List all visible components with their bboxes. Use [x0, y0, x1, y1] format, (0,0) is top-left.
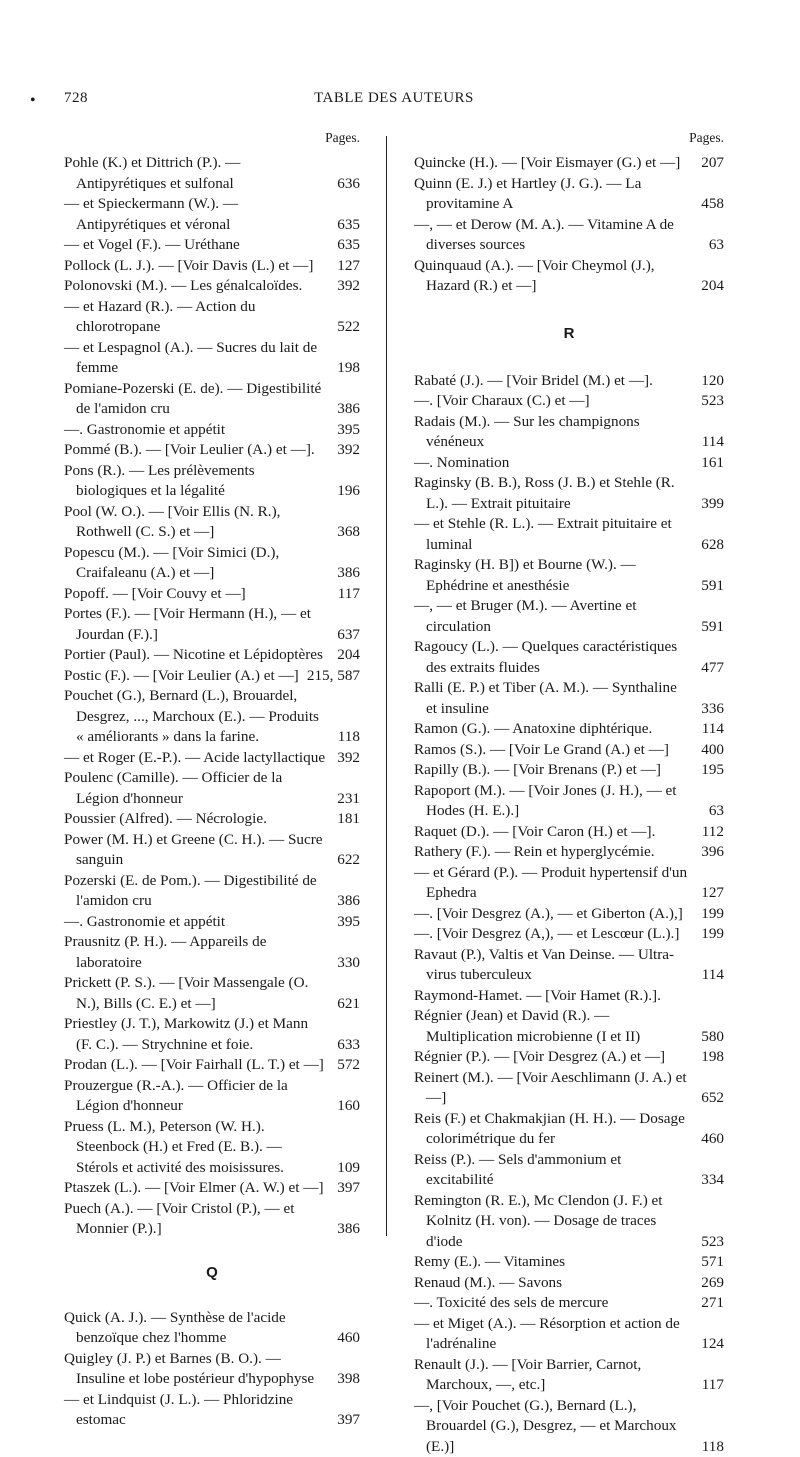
- index-entry: [64, 420, 360, 441]
- entry-text: Puech (A.). — [Voir Cristol (P.), — et Monnier (P.).]: [64, 1199, 326, 1240]
- entry-page-number: 114: [702, 719, 724, 740]
- entry-text: Ralli (E. P.) et Tiber (A. M.). — Synthaline et insuline: [414, 678, 690, 719]
- index-entry: [414, 822, 724, 843]
- entry-page-number: 120: [701, 371, 724, 392]
- entry-text: —. Toxicité des sels de mercure: [414, 1293, 690, 1314]
- entry-page-number: 392: [337, 276, 360, 297]
- index-entry: [414, 842, 724, 863]
- entry-text: —. Nomination: [414, 453, 690, 474]
- index-entry: [414, 256, 724, 297]
- entry-page-number: 458: [701, 194, 724, 215]
- entry-page-number: 231: [337, 789, 360, 810]
- entry-text: — et Gérard (P.). — Produit hypertensif d'un Ephedra: [414, 863, 690, 904]
- index-entry: [414, 1006, 724, 1047]
- index-entry: [64, 768, 360, 809]
- entry-page-number: 114: [702, 432, 724, 453]
- index-entry: [414, 1047, 724, 1068]
- entry-text: Prickett (P. S.). — [Voir Massengale (O. N.), Bills (C. E.) et —]: [64, 973, 326, 1014]
- entry-page-number: 117: [338, 584, 360, 605]
- index-entry: [414, 678, 724, 719]
- entry-text: Quincke (H.). — [Voir Eismayer (G.) et —]: [414, 153, 690, 174]
- entry-text: Power (M. H.) et Greene (C. H.). — Sucre sanguin: [64, 830, 326, 871]
- entry-text: Raquet (D.). — [Voir Caron (H.) et —].: [414, 822, 690, 843]
- index-entry: [64, 1390, 360, 1431]
- entry-page-number: 112: [702, 822, 724, 843]
- entry-text: Pommé (B.). — [Voir Leulier (A.) et —].: [64, 440, 326, 461]
- entry-text: Ravaut (P.), Valtis et Van Deinse. — Ultra-virus tuberculeux: [414, 945, 690, 986]
- entry-text: Pouchet (G.), Bernard (L.), Brouardel, Desgrez, ..., Marchoux (E.). — Produits « améliorants » dans la farine.: [64, 686, 326, 748]
- index-entry: [414, 153, 724, 174]
- entry-page-number: 460: [701, 1129, 724, 1150]
- pages-label: Pages.: [414, 128, 724, 148]
- index-entry: [64, 543, 360, 584]
- entry-text: Renault (J.). — [Voir Barrier, Carnot, Marchoux, —, etc.]: [414, 1355, 690, 1396]
- index-entry: [414, 215, 724, 256]
- index-entry: [64, 1178, 360, 1199]
- entry-page-number: 118: [702, 1437, 724, 1457]
- index-entry: [414, 371, 724, 392]
- left-column: [64, 128, 360, 1431]
- entry-page-number: 334: [701, 1170, 724, 1191]
- index-entry: [64, 748, 360, 769]
- entry-page-number: 477: [701, 658, 724, 679]
- index-entry: [414, 781, 724, 822]
- index-entry: [64, 1117, 360, 1179]
- entry-page-number: 621: [337, 994, 360, 1015]
- entry-text: Quinn (E. J.) et Hartley (J. G.). — La provitamine A: [414, 174, 690, 215]
- index-entry: [414, 740, 724, 761]
- entry-text: Régnier (P.). — [Voir Desgrez (A.) et —]: [414, 1047, 690, 1068]
- entry-text: Pool (W. O.). — [Voir Ellis (N. R.), Rothwell (C. S.) et —]: [64, 502, 326, 543]
- index-entry: [414, 412, 724, 453]
- index-entry: [64, 1308, 360, 1349]
- entry-text: Portes (F.). — [Voir Hermann (H.), — et Jourdan (F.).]: [64, 604, 326, 645]
- entry-page-number: 160: [337, 1096, 360, 1117]
- entry-text: — et Lindquist (J. L.). — Phloridzine estomac: [64, 1390, 326, 1431]
- index-entry: [414, 1068, 724, 1109]
- entry-page-number: 330: [337, 953, 360, 974]
- entry-text: Postic (F.). — [Voir Leulier (A.) et —]: [64, 666, 326, 687]
- entry-page-number: 204: [337, 645, 360, 666]
- entry-page-number: 399: [701, 494, 724, 515]
- entry-text: Pollock (L. J.). — [Voir Davis (L.) et —]: [64, 256, 326, 277]
- entry-page-number: 395: [337, 912, 360, 933]
- entry-text: Renaud (M.). — Savons: [414, 1273, 690, 1294]
- index-entry: [414, 1355, 724, 1396]
- index-entry: [64, 809, 360, 830]
- entry-page-number: 124: [701, 1334, 724, 1355]
- entry-text: —. Gastronomie et appétit: [64, 420, 326, 441]
- index-entry: [64, 932, 360, 973]
- entry-text: Quinquaud (A.). — [Voir Cheymol (J.), Hazard (R.) et —]: [414, 256, 690, 297]
- entry-text: Quigley (J. P.) et Barnes (B. O.). — Insuline et lobe postérieur d'hypophyse: [64, 1349, 326, 1390]
- entry-text: Remington (R. E.), Mc Clendon (J. F.) et Kolnitz (H. von). — Dosage de traces d'iode: [414, 1191, 690, 1253]
- entry-text: —. Gastronomie et appétit: [64, 912, 326, 933]
- index-entry: [64, 686, 360, 748]
- entry-text: Rabaté (J.). — [Voir Bridel (M.) et —].: [414, 371, 690, 392]
- entry-page-number: 397: [337, 1178, 360, 1199]
- entry-page-number: 652: [701, 1088, 724, 1109]
- index-entry: [64, 153, 360, 194]
- entry-text: —. [Voir Charaux (C.) et —]: [414, 391, 690, 412]
- entry-text: Popoff. — [Voir Couvy et —]: [64, 584, 326, 605]
- entry-page-number: 198: [701, 1047, 724, 1068]
- index-entry: [414, 863, 724, 904]
- entry-text: —, — et Bruger (M.). — Avertine et circulation: [414, 596, 690, 637]
- entry-text: Raginsky (B. B.), Ross (J. B.) et Stehle (R. L.). — Extrait pituitaire: [414, 473, 690, 514]
- entry-page-number: 127: [701, 883, 724, 904]
- entry-text: Rapoport (M.). — [Voir Jones (J. H.), — et Hodes (H. E.).]: [414, 781, 690, 822]
- index-entry: [414, 986, 724, 1007]
- entry-text: —, [Voir Pouchet (G.), Bernard (L.), Brouardel (G.), Desgrez, — et Marchoux (E.)]: [414, 1396, 690, 1457]
- entry-text: Ramos (S.). — [Voir Le Grand (A.) et —]: [414, 740, 690, 761]
- index-entry: [64, 584, 360, 605]
- entry-text: Poulenc (Camille). — Officier de la Légion d'honneur: [64, 768, 326, 809]
- index-entry: [64, 297, 360, 338]
- index-entry: [414, 1273, 724, 1294]
- entry-text: Ragoucy (L.). — Quelques caractéristiques des extraits fluides: [414, 637, 690, 678]
- entry-page-number: 637: [337, 625, 360, 646]
- entry-text: Reinert (M.). — [Voir Aeschlimann (J. A.) et —]: [414, 1068, 690, 1109]
- running-title: TABLE DES AUTEURS: [64, 90, 724, 107]
- index-entry: [414, 596, 724, 637]
- entry-page-number: 622: [337, 850, 360, 871]
- entry-page-number: 195: [701, 760, 724, 781]
- page-number: 728: [64, 90, 88, 107]
- entry-text: — et Vogel (F.). — Uréthane: [64, 235, 326, 256]
- entry-page-number: 181: [337, 809, 360, 830]
- entries-p: [64, 153, 360, 1240]
- entry-page-number: 523: [701, 1232, 724, 1253]
- entry-page-number: 591: [701, 617, 724, 638]
- index-entry: [414, 1293, 724, 1314]
- index-entry: [64, 666, 360, 687]
- index-entry: [64, 1014, 360, 1055]
- entry-page-number: 118: [338, 727, 360, 748]
- entry-page-number: 396: [701, 842, 724, 863]
- entry-page-number: 271: [701, 1293, 724, 1314]
- entry-page-number: 591: [701, 576, 724, 597]
- entry-page-number: 398: [337, 1369, 360, 1390]
- entry-page-number: 572: [337, 1055, 360, 1076]
- index-entry: [64, 276, 360, 297]
- entry-text: Ptaszek (L.). — [Voir Elmer (A. W.) et —]: [64, 1178, 326, 1199]
- entry-text: — et Spieckermann (W.). — Antipyrétiques et véronal: [64, 194, 326, 235]
- entry-text: —. [Voir Desgrez (A,), — et Lescœur (L.).]: [414, 924, 690, 945]
- index-entry: [414, 1109, 724, 1150]
- entry-page-number: 269: [701, 1273, 724, 1294]
- entries-q-left: [64, 1308, 360, 1431]
- index-entry: [414, 924, 724, 945]
- entry-text: Pomiane-Pozerski (E. de). — Digestibilité de l'amidon cru: [64, 379, 326, 420]
- entry-text: Quick (A. J.). — Synthèse de l'acide benzoïque chez l'homme: [64, 1308, 326, 1349]
- section-letter-r: R: [414, 321, 724, 347]
- entry-text: Pons (R.). — Les prélèvements biologiques et la légalité: [64, 461, 326, 502]
- entry-page-number: 523: [701, 391, 724, 412]
- entry-page-number: 198: [337, 358, 360, 379]
- entry-page-number: 117: [702, 1375, 724, 1396]
- entry-text: —. [Voir Desgrez (A.), — et Giberton (A.),]: [414, 904, 690, 925]
- entry-text: — et Lespagnol (A.). — Sucres du lait de femme: [64, 338, 326, 379]
- entry-page-number: 460: [337, 1328, 360, 1349]
- index-entry: [64, 1199, 360, 1240]
- entry-text: Rathery (F.). — Rein et hyperglycémie.: [414, 842, 690, 863]
- entry-page-number: 386: [337, 1219, 360, 1240]
- entry-page-number: 635: [337, 235, 360, 256]
- pages-label: Pages.: [64, 128, 360, 148]
- entry-text: Pohle (K.) et Dittrich (P.). — Antipyrétiques et sulfonal: [64, 153, 326, 194]
- index-entry: [414, 945, 724, 986]
- index-entry: [64, 604, 360, 645]
- entry-page-number: 204: [701, 276, 724, 297]
- entry-text: — et Stehle (R. L.). — Extrait pituitaire et luminal: [414, 514, 690, 555]
- index-entry: [414, 760, 724, 781]
- index-entry: [414, 637, 724, 678]
- entry-page-number: 386: [337, 563, 360, 584]
- entry-text: — et Miget (A.). — Résorption et action de l'adrénaline: [414, 1314, 690, 1355]
- index-entry: [64, 1349, 360, 1390]
- entry-page-number: 400: [701, 740, 724, 761]
- entry-page-number: 63: [709, 235, 724, 256]
- entry-text: — et Hazard (R.). — Action du chlorotropane: [64, 297, 326, 338]
- index-entry: [64, 912, 360, 933]
- index-entry: [414, 453, 724, 474]
- index-entry: [414, 1252, 724, 1273]
- entry-page-number: 571: [701, 1252, 724, 1273]
- entry-page-number: 368: [337, 522, 360, 543]
- entry-page-number: 63: [709, 801, 724, 822]
- index-entry: [414, 1314, 724, 1355]
- entry-text: Radais (M.). — Sur les champignons vénéneux: [414, 412, 690, 453]
- index-entry: [64, 830, 360, 871]
- index-entry: [414, 1396, 724, 1457]
- entry-text: Reis (F.) et Chakmakjian (H. H.). — Dosage colorimétrique du fer: [414, 1109, 690, 1150]
- entry-page-number: 199: [701, 904, 724, 925]
- entry-text: Rapilly (B.). — [Voir Brenans (P.) et —]: [414, 760, 690, 781]
- index-entry: [64, 256, 360, 277]
- index-entry: [64, 235, 360, 256]
- entry-page-number: 633: [337, 1035, 360, 1056]
- index-entry: [64, 1076, 360, 1117]
- entry-text: Portier (Paul). — Nicotine et Lépidoptères: [64, 645, 326, 666]
- entry-text: Raymond-Hamet. — [Voir Hamet (R.).].: [414, 986, 690, 1007]
- entry-page-number: 522: [337, 317, 360, 338]
- entry-text: Pruess (L. M.), Peterson (W. H.). Steenbock (H.) et Fred (E. B.). — Stérols et activité des moisissures.: [64, 1117, 326, 1179]
- entry-page-number: 392: [337, 440, 360, 461]
- entry-text: Prouzergue (R.-A.). — Officier de la Légion d'honneur: [64, 1076, 326, 1117]
- index-entry: [64, 871, 360, 912]
- index-entry: [64, 973, 360, 1014]
- index-entry: [64, 461, 360, 502]
- entry-page-number: 109: [337, 1158, 360, 1179]
- index-entry: [64, 502, 360, 543]
- entry-text: —, — et Derow (M. A.). — Vitamine A de diverses sources: [414, 215, 690, 256]
- entries-r: [414, 371, 724, 1457]
- entry-page-number: 635: [337, 215, 360, 236]
- entry-page-number: 580: [701, 1027, 724, 1048]
- entry-page-number: 395: [337, 420, 360, 441]
- index-entry: [414, 719, 724, 740]
- entry-page-number: 207: [701, 153, 724, 174]
- index-entry: [64, 338, 360, 379]
- entry-text: Popescu (M.). — [Voir Simici (D.), Craifaleanu (A.) et —]: [64, 543, 326, 584]
- index-entry: [414, 1191, 724, 1253]
- entry-text: Poussier (Alfred). — Nécrologie.: [64, 809, 326, 830]
- entry-text: Prausnitz (P. H.). — Appareils de laboratoire: [64, 932, 326, 973]
- index-entry: [414, 904, 724, 925]
- entry-page-number: 161: [701, 453, 724, 474]
- entry-page-number: 386: [337, 891, 360, 912]
- entry-page-number: 636: [337, 174, 360, 195]
- entry-text: Prodan (L.). — [Voir Fairhall (L. T.) et —]: [64, 1055, 326, 1076]
- entry-page-number: 392: [337, 748, 360, 769]
- right-column: [414, 128, 724, 1457]
- index-entry: [414, 514, 724, 555]
- entry-text: Priestley (J. T.), Markowitz (J.) et Mann (F. C.). — Strychnine et foie.: [64, 1014, 326, 1055]
- column-divider: [386, 136, 387, 1236]
- entry-text: — et Roger (E.-P.). — Acide lactyllactique: [64, 748, 326, 769]
- entry-text: Ramon (G.). — Anatoxine diphtérique.: [414, 719, 690, 740]
- entry-page-number: 196: [337, 481, 360, 502]
- entry-text: Polonovski (M.). — Les génalcaloïdes.: [64, 276, 326, 297]
- entry-text: Régnier (Jean) et David (R.). — Multiplication microbienne (I et II): [414, 1006, 690, 1047]
- margin-dot: •: [30, 92, 36, 110]
- page-header: [64, 90, 724, 112]
- entry-text: Raginsky (H. B]) et Bourne (W.). — Ephédrine et anesthésie: [414, 555, 690, 596]
- entry-text: Remy (E.). — Vitamines: [414, 1252, 690, 1273]
- entry-page-number: 397: [337, 1410, 360, 1431]
- entry-page-number: 336: [701, 699, 724, 720]
- index-entry: [64, 194, 360, 235]
- index-entry: [414, 1150, 724, 1191]
- index-entry: [414, 174, 724, 215]
- entry-text: Pozerski (E. de Pom.). — Digestibilité de l'amidon cru: [64, 871, 326, 912]
- entry-page-number: 386: [337, 399, 360, 420]
- index-entry: [414, 473, 724, 514]
- section-letter-q: Q: [64, 1260, 360, 1286]
- entry-page-number: 199: [701, 924, 724, 945]
- entry-page-number: 628: [701, 535, 724, 556]
- entry-page-number: 127: [337, 256, 360, 277]
- entry-page-number: 114: [702, 965, 724, 986]
- entries-q-right: [414, 153, 724, 297]
- index-entry: [414, 391, 724, 412]
- index-entry: [64, 379, 360, 420]
- entry-text: Reiss (P.). — Sels d'ammonium et excitabilité: [414, 1150, 690, 1191]
- index-entry: [414, 555, 724, 596]
- entry-page-number: 215, 587: [307, 666, 360, 687]
- index-entry: [64, 645, 360, 666]
- index-entry: [64, 1055, 360, 1076]
- index-entry: [64, 440, 360, 461]
